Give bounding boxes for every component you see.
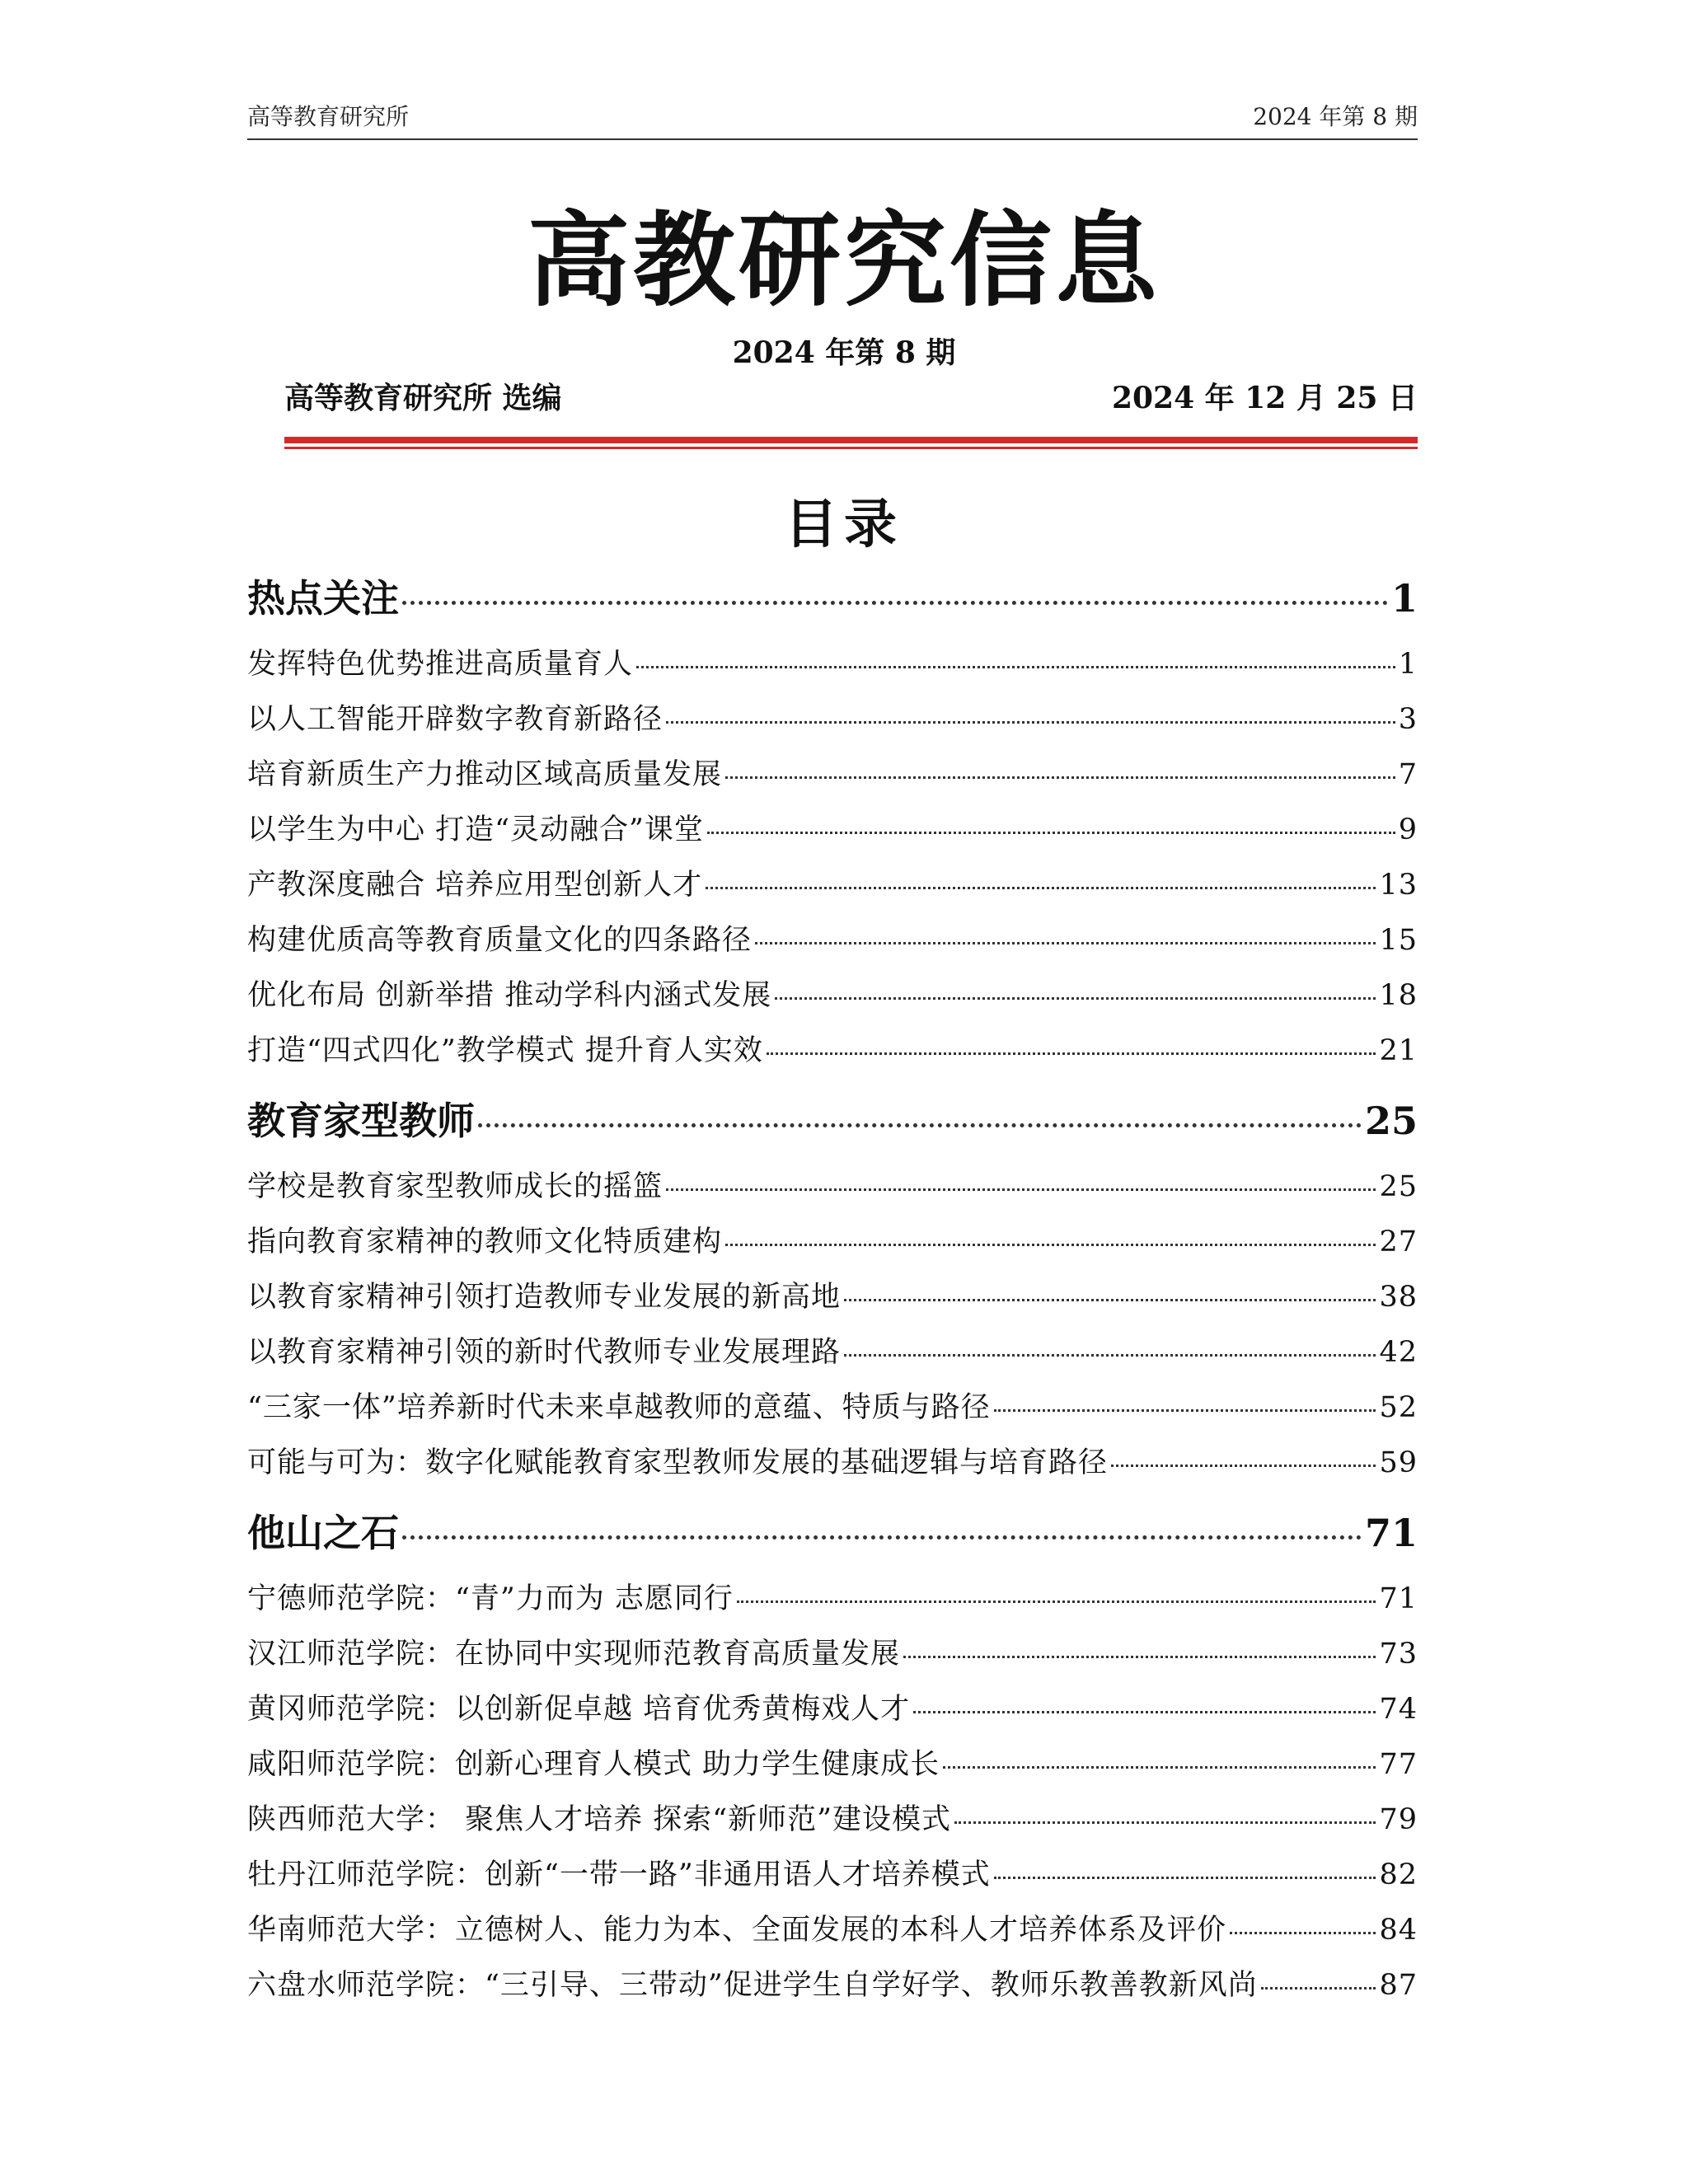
entry-leader-dots (1261, 1987, 1376, 1990)
entry-leader-dots (666, 1188, 1376, 1191)
section-leader-dots (402, 601, 1388, 605)
toc-entry[interactable] (247, 1852, 1418, 1907)
entry-leader-dots (725, 1244, 1376, 1246)
toc-entry-page: 82 (1379, 1858, 1418, 1891)
toc-entry-title: 六盘水师范学院：“三引导、三带动”促进学生自学好学、教师乐教善教新风尚 (247, 1969, 1258, 2002)
divider-thin-line (284, 447, 1418, 449)
section-leader-dots (402, 1535, 1362, 1540)
toc-entry[interactable] (247, 1274, 1418, 1329)
toc-section-page: 71 (1364, 1511, 1418, 1555)
entry-leader-dots (954, 1821, 1376, 1824)
toc-entry[interactable] (247, 1962, 1418, 2018)
toc-entry-page: 84 (1379, 1914, 1418, 1947)
issue-number: 2024 年第 8 期 (732, 335, 956, 370)
toc-entry-title: 汉江师范学院：在协同中实现师范教育高质量发展 (247, 1638, 901, 1671)
entry-leader-dots (755, 942, 1376, 944)
toc-entry-page: 59 (1379, 1446, 1418, 1479)
toc-entry-title: 以教育家精神引领的新时代教师专业发展理路 (247, 1336, 842, 1369)
toc-entry-title: 以教育家精神引领打造教师专业发展的新高地 (247, 1281, 842, 1314)
toc-entry-page: 77 (1379, 1748, 1418, 1781)
toc-section[interactable] (247, 569, 1418, 641)
toc-entry-title: 以人工智能开辟数字教育新路径 (247, 703, 663, 736)
running-header-left: 高等教育研究所 (247, 103, 410, 130)
publication-title: 高教研究信息 (527, 201, 1160, 321)
toc-entry[interactable] (247, 1797, 1418, 1852)
toc-entry-page: 52 (1379, 1391, 1418, 1424)
running-header-right: 2024 年第 8 期 (1253, 103, 1418, 130)
toc-entry-title: 指向教育家精神的教师文化特质建构 (247, 1226, 723, 1258)
toc-entry-title: 可能与可为：数字化赋能教育家型教师发展的基础逻辑与培育路径 (247, 1446, 1109, 1479)
toc-entry-page: 9 (1398, 813, 1418, 846)
toc-entry[interactable] (247, 1576, 1418, 1631)
toc-entry[interactable] (247, 1741, 1418, 1797)
entry-leader-dots (707, 832, 1395, 834)
entry-leader-dots (706, 887, 1376, 889)
toc-entry[interactable] (247, 972, 1418, 1028)
publication-date: 2024 年 12 月 25 日 (1111, 381, 1418, 415)
toc-entry-page: 13 (1379, 869, 1418, 902)
toc-entry-title: 牡丹江师范学院：创新“一带一路”非通用语人才培养模式 (247, 1858, 991, 1891)
toc-entry-title: 陕西师范大学： 聚焦人才培养 探索“新师范”建设模式 (247, 1803, 952, 1836)
entry-leader-dots (666, 721, 1395, 724)
toc-entry-page: 71 (1379, 1582, 1418, 1615)
toc-section-title: 他山之石 (247, 1511, 399, 1555)
title-divider (284, 437, 1418, 452)
toc-entry[interactable] (247, 1631, 1418, 1686)
editor-credit: 高等教育研究所 选编 (284, 381, 562, 415)
entry-leader-dots (913, 1711, 1376, 1713)
entry-leader-dots (844, 1354, 1376, 1357)
toc-entry[interactable] (247, 696, 1418, 752)
entry-leader-dots (775, 997, 1376, 1000)
toc-entry-page: 21 (1379, 1034, 1418, 1067)
toc-entry-page: 27 (1379, 1226, 1418, 1258)
toc-entry-title: 华南师范大学：立德树人、能力为本、全面发展的本科人才培养体系及评价 (247, 1914, 1227, 1947)
toc-entry[interactable] (247, 1164, 1418, 1219)
entry-leader-dots (636, 666, 1395, 668)
toc-entry-page: 25 (1379, 1170, 1418, 1203)
running-header (247, 99, 1418, 140)
toc-section[interactable] (247, 1091, 1418, 1164)
toc-entry[interactable] (247, 1385, 1418, 1440)
toc-entry-page: 15 (1379, 924, 1418, 957)
toc-entry-title: 黄冈师范学院：以创新促卓越 培育优秀黄梅戏人才 (247, 1693, 911, 1726)
toc-entry-title: 培育新质生产力推动区域高质量发展 (247, 758, 723, 791)
toc-entry-page: 79 (1379, 1803, 1418, 1836)
toc-entry-title: 以学生为中心 打造“灵动融合”课堂 (247, 813, 704, 846)
section-gap (247, 1495, 1418, 1503)
entry-leader-dots (1230, 1932, 1376, 1934)
toc-heading: 目录 (785, 494, 903, 555)
toc-entry-page: 42 (1379, 1336, 1418, 1369)
entry-leader-dots (1111, 1465, 1376, 1467)
toc-entry-title: 构建优质高等教育质量文化的四条路径 (247, 924, 753, 957)
publication-meta (284, 375, 1418, 417)
toc-section-page: 1 (1390, 576, 1418, 621)
section-gap (247, 1083, 1418, 1091)
entry-leader-dots (994, 1877, 1376, 1879)
toc-entry[interactable] (247, 1907, 1418, 1962)
toc-entry-title: “三家一体”培养新时代未来卓越教师的意蕴、特质与路径 (247, 1391, 991, 1424)
toc-entry[interactable] (247, 1440, 1418, 1495)
entry-leader-dots (767, 1052, 1376, 1055)
toc-entry[interactable] (247, 917, 1418, 972)
section-leader-dots (478, 1123, 1362, 1127)
toc-entry[interactable] (247, 1219, 1418, 1274)
toc-entry-page: 73 (1379, 1638, 1418, 1671)
toc-entry-page: 18 (1379, 979, 1418, 1012)
entry-leader-dots (725, 776, 1395, 779)
entry-leader-dots (994, 1409, 1376, 1412)
toc-section-title: 教育家型教师 (247, 1099, 475, 1143)
toc-entry[interactable] (247, 641, 1418, 696)
toc-entry-page: 7 (1398, 758, 1418, 791)
toc-entry[interactable] (247, 752, 1418, 807)
entry-leader-dots (903, 1656, 1376, 1658)
toc-section-page: 25 (1364, 1099, 1418, 1143)
table-of-contents (247, 569, 1418, 2018)
toc-entry-title: 打造“四式四化”教学模式 提升育人实效 (247, 1034, 763, 1067)
toc-entry[interactable] (247, 1686, 1418, 1741)
toc-entry-title: 学校是教育家型教师成长的摇篮 (247, 1170, 663, 1203)
toc-entry-title: 宁德师范学院：“青”力而为 志愿同行 (247, 1582, 734, 1615)
toc-entry[interactable] (247, 807, 1418, 862)
toc-entry-page: 3 (1398, 703, 1418, 736)
entry-leader-dots (737, 1601, 1376, 1603)
toc-entry-title: 发挥特色优势推进高质量育人 (247, 648, 634, 681)
toc-section-title: 热点关注 (247, 576, 399, 621)
toc-section[interactable] (247, 1503, 1418, 1576)
entry-leader-dots (844, 1299, 1376, 1301)
toc-entry-title: 咸阳师范学院：创新心理育人模式 助力学生健康成长 (247, 1748, 940, 1781)
toc-entry-page: 87 (1379, 1969, 1418, 2002)
toc-entry[interactable] (247, 862, 1418, 917)
entry-leader-dots (943, 1766, 1376, 1769)
toc-entry-page: 1 (1398, 648, 1418, 681)
toc-entry[interactable] (247, 1028, 1418, 1083)
toc-entry-page: 38 (1379, 1281, 1418, 1314)
toc-entry[interactable] (247, 1329, 1418, 1385)
toc-entry-page: 74 (1379, 1693, 1418, 1726)
toc-entry-title: 优化布局 创新举措 推动学科内涵式发展 (247, 979, 772, 1012)
divider-thick-line (284, 437, 1418, 443)
toc-entry-title: 产教深度融合 培养应用型创新人才 (247, 869, 703, 902)
